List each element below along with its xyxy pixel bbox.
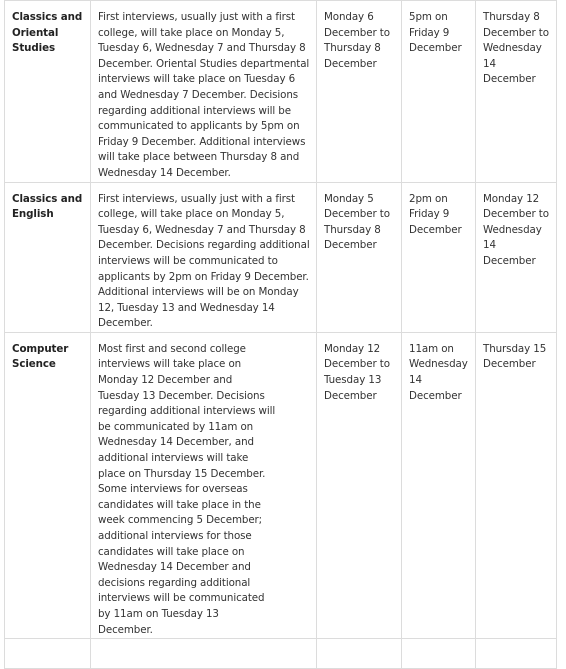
subject-cell: Classics and Oriental Studies bbox=[5, 1, 91, 183]
first-interviews-cell: Monday 6 December to Thursday 8 December bbox=[317, 1, 402, 183]
subject-cell: Classics and English bbox=[5, 182, 91, 332]
first-interviews-cell bbox=[317, 639, 402, 669]
subject-cell bbox=[5, 639, 91, 669]
decisions-cell: 5pm on Friday 9 December bbox=[402, 1, 476, 183]
table-row bbox=[5, 639, 557, 669]
decisions-cell: 2pm on Friday 9 December bbox=[402, 182, 476, 332]
additional-interviews-cell: Thursday 8 December to Wednesday 14 December bbox=[476, 1, 557, 183]
details-cell bbox=[91, 332, 317, 638]
subject-cell: Computer Science bbox=[5, 332, 91, 638]
details-cell bbox=[91, 639, 317, 669]
additional-interviews-cell: Monday 12 December to Wednesday 14 December bbox=[476, 182, 557, 332]
table-row bbox=[5, 332, 557, 638]
details-cell: First interviews, usually just with a first college, will take place on Monday 5, Tuesday 6, Wednesday 7 and Thursday 8 December. Oriental Studies departmental interviews will take place on Tuesday 6 and Wednesday 7 December. Decisions regarding additional interviews will be communicated to applicants by 5pm on Friday 9 December. Additional interviews will take place between Thursday 8 and Wednesday 14 December. bbox=[91, 1, 317, 183]
table-row bbox=[5, 1, 557, 183]
first-interviews-cell: Monday 12 December to Tuesday 13 December bbox=[317, 332, 402, 638]
interview-schedule-table bbox=[4, 0, 557, 669]
additional-interviews-cell bbox=[476, 639, 557, 669]
details-text: Most first and second college interviews will take place on Monday 12 December and Tuesday 13 December. Decisions regarding additional interviews will be communicated by 11am on Wednesday 14 December, and additional interviews will take place on Thursday 15 December. Some interviews for overseas candidates will take place in the week commencing 5 December; additional interviews for those candidates will take place on Wednesday 14 December and decisions regarding additional interviews will be communicated by 11am on Tuesday 13 December. bbox=[98, 342, 276, 636]
first-interviews-cell: Monday 5 December to Thursday 8 December bbox=[317, 182, 402, 332]
details-cell: First interviews, usually just with a first college, will take place on Monday 5, Tuesday 6, Wednesday 7 and Thursday 8 December. Decisions regarding additional interviews will be communicated to applicants by 2pm on Friday 9 December. Additional interviews will be on Monday 12, Tuesday 13 and Wednesday 14 December. bbox=[91, 182, 317, 332]
table-row bbox=[5, 182, 557, 332]
additional-interviews-cell: Thursday 15 December bbox=[476, 332, 557, 638]
decisions-cell: 11am on Wednesday 14 December bbox=[402, 332, 476, 638]
decisions-cell bbox=[402, 639, 476, 669]
